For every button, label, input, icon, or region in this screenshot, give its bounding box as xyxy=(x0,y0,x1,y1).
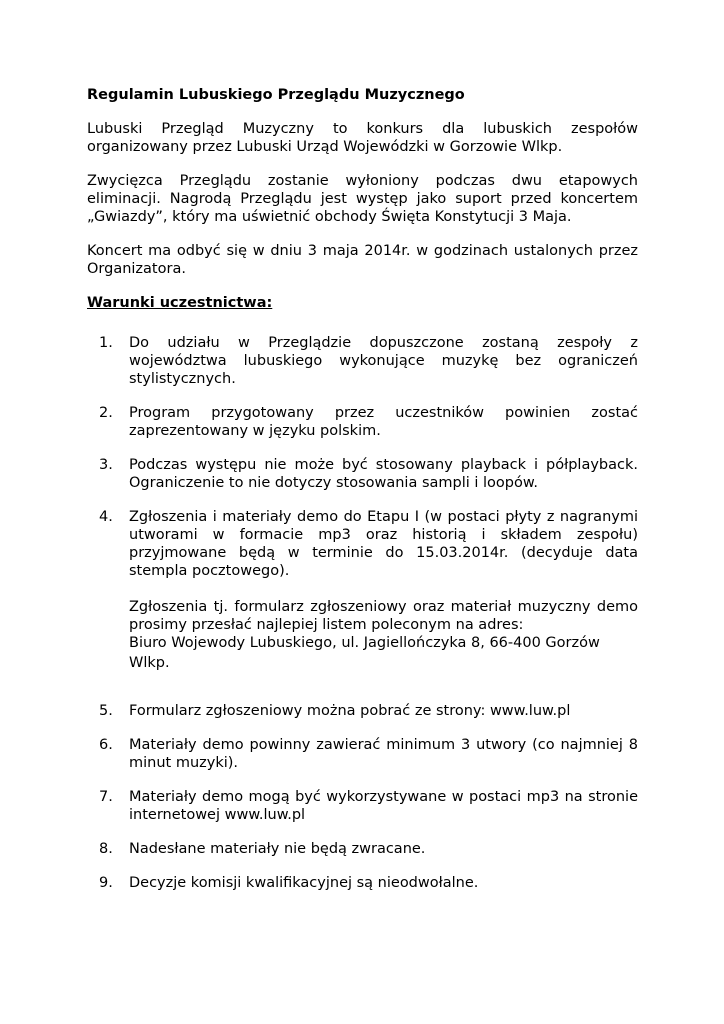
list-item xyxy=(87,840,638,858)
list-item xyxy=(87,702,638,720)
list-item xyxy=(87,456,638,492)
list-item xyxy=(87,508,638,672)
list-item-text: Nadesłane materiały nie będą zwracane. xyxy=(129,841,426,857)
document-page xyxy=(87,86,638,908)
list-item-text: Formularz zgłoszeniowy można pobrać ze strony: www.luw.pl xyxy=(129,703,571,719)
winner-paragraph: Zwycięzca Przeglądu zostanie wyłoniony podczas dwu etapowych eliminacji. Nagrodą Przeglądu jest występ jako suport przed koncertem „Gwiazdy”, który ma uświetnić obchody Święta Konstytucji 3 Maja. xyxy=(87,173,638,225)
list-item xyxy=(87,874,638,892)
list-item-text: Program przygotowany przez uczestników powinien zostać zaprezentowany w języku polskim. xyxy=(129,405,638,439)
list-item-number: 3. xyxy=(99,457,113,473)
list-item-number: 6. xyxy=(99,737,113,753)
list-item-text: Materiały demo mogą być wykorzystywane w postaci mp3 na stronie internetowej www.luw.pl xyxy=(129,789,638,823)
list-item-text: Podczas występu nie może być stosowany playback i półplayback. Ograniczenie to nie dotyczy stosowania sampli i loopów. xyxy=(129,457,638,491)
list-item-text: Zgłoszenia i materiały demo do Etapu I (w postaci płyty z nagranymi utworami w formacie mp3 oraz historią i składem zespołu) przyjmowane będą w terminie do 15.03.2014r. (decyduje data stempla pocztowego). xyxy=(129,509,638,579)
submission-instructions: Zgłoszenia tj. formularz zgłoszeniowy oraz materiał muzyczny demo prosimy przesłać najlepiej listem poleconym na adres: xyxy=(129,599,638,633)
list-item-number: 5. xyxy=(99,703,113,719)
list-item xyxy=(87,788,638,824)
conditions-heading: Warunki uczestnictwa: xyxy=(87,295,273,311)
list-item-number: 7. xyxy=(99,789,113,805)
conditions-list xyxy=(87,334,638,892)
document-title: Regulamin Lubuskiego Przeglądu Muzycznego xyxy=(87,87,465,103)
postal-address: Biuro Wojewody Lubuskiego, ul. Jagiellończyka 8, 66-400 Gorzów xyxy=(129,635,600,651)
list-item-text: Do udziału w Przeglądzie dopuszczone zostaną zespoły z województwa lubuskiego wykonujące muzykę bez ograniczeń stylistycznych. xyxy=(129,335,638,387)
list-item-number: 1. xyxy=(99,335,113,351)
list-item-number: 2. xyxy=(99,405,113,421)
intro-paragraph: Lubuski Przegląd Muzyczny to konkurs dla lubuskich zespołów organizowany przez Lubuski Urząd Wojewódzki w Gorzowie Wlkp. xyxy=(87,121,638,155)
list-item xyxy=(87,334,638,388)
list-item-number: 8. xyxy=(99,841,113,857)
list-item-number: 4. xyxy=(99,509,113,525)
concert-paragraph: Koncert ma odbyć się w dniu 3 maja 2014r. w godzinach ustalonych przez Organizatora. xyxy=(87,243,638,277)
list-item xyxy=(87,736,638,772)
list-item-text: Decyzje komisji kwalifikacyjnej są nieodwołalne. xyxy=(129,875,479,891)
postal-address-city: Wlkp. xyxy=(129,655,170,671)
list-item xyxy=(87,404,638,440)
list-item-text: Materiały demo powinny zawierać minimum 3 utwory (co najmniej 8 minut muzyki). xyxy=(129,737,638,771)
list-item-number: 9. xyxy=(99,875,113,891)
list-item-body xyxy=(129,508,638,672)
